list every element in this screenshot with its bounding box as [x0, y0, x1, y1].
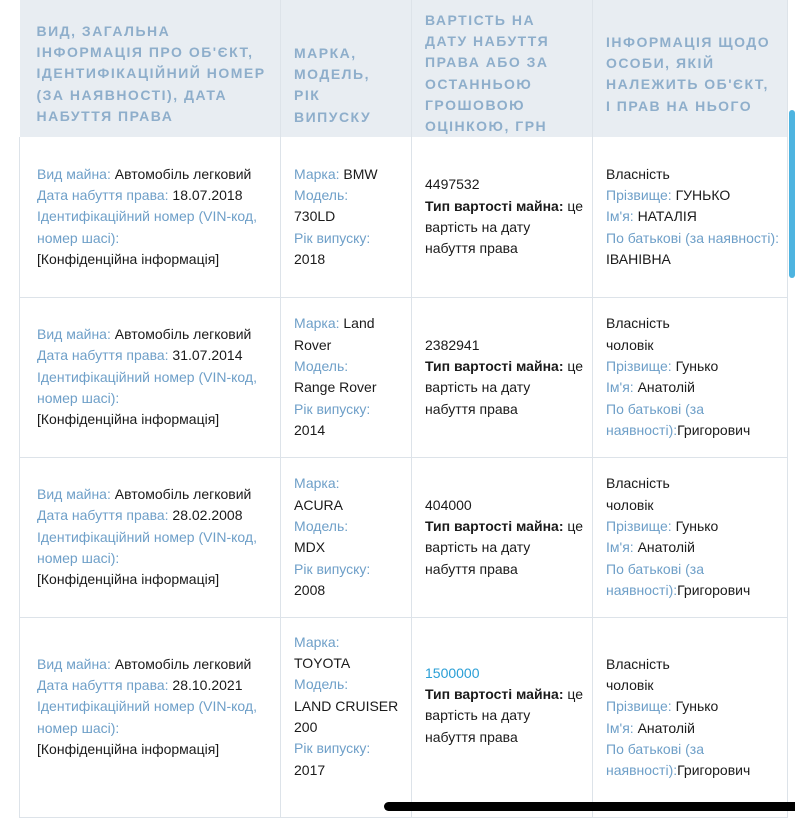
vin-value: [Конфіденційна інформація]: [37, 571, 220, 588]
patronymic-label: По батькові (за наявності):: [606, 229, 780, 246]
vin-value: [Конфіденційна інформація]: [37, 411, 220, 428]
relation-value: чоловік: [606, 677, 654, 694]
year-value: 2017: [294, 761, 326, 778]
surname-label: Прізвище:: [606, 357, 672, 374]
year-label: Рік випуску:: [294, 400, 371, 417]
make-model-cell: [281, 137, 412, 297]
acq-date-label: Дата набуття права:: [37, 677, 169, 694]
value-type-value: це вартість на дату набуття права: [425, 517, 584, 577]
kind-value: Автомобіль легковий: [114, 165, 252, 182]
acq-date-value: 18.07.2018: [172, 187, 243, 204]
value-type-label: Тип вартості майна:: [425, 357, 564, 374]
value-amount: 4497532: [425, 176, 480, 193]
year-value: 2008: [294, 581, 326, 598]
owner-cell: [593, 297, 788, 457]
acq-date-value: 28.02.2008: [172, 507, 243, 524]
acq-date-value: 28.10.2021: [172, 677, 243, 694]
name-label: Ім'я:: [606, 208, 634, 225]
patronymic-value: Григорович: [677, 762, 751, 779]
year-label: Рік випуску:: [294, 229, 371, 246]
value-amount-link[interactable]: 1500000: [425, 664, 480, 681]
object-info-cell: [20, 297, 281, 457]
make-value: Land Rover: [294, 315, 375, 353]
table-row: [20, 137, 788, 297]
make-label: Марка:: [294, 315, 340, 332]
vin-label: Ідентифікаційний номер (VIN-код, номер шасі):: [37, 368, 257, 406]
acq-date-label: Дата набуття права:: [37, 187, 169, 204]
value-type-label: Тип вартості майна:: [425, 686, 564, 703]
year-value: 2014: [294, 421, 326, 438]
kind-label: Вид майна:: [37, 485, 111, 502]
model-value: LAND CRUISER 200: [294, 697, 399, 735]
value-cell: [412, 617, 593, 817]
name-value: НАТАЛІЯ: [637, 208, 697, 225]
object-info-cell: [20, 137, 281, 297]
year-value: 2018: [294, 250, 326, 267]
value-type-value: це вартість на дату набуття права: [425, 197, 584, 257]
value-cell: [412, 457, 593, 617]
surname-value: Гунько: [675, 517, 719, 534]
patronymic-label: По батькові (за наявності):: [606, 400, 704, 438]
surname-value: ГУНЬКО: [675, 187, 731, 204]
name-value: Анатолій: [637, 379, 695, 396]
make-model-cell: [281, 297, 412, 457]
table-header-row: [20, 0, 788, 137]
kind-label: Вид майна:: [37, 165, 111, 182]
patronymic-value: Григорович: [677, 581, 751, 598]
vehicles-table: [19, 0, 788, 818]
acq-date-label: Дата набуття права:: [37, 507, 169, 524]
model-label: Модель:: [294, 357, 349, 374]
relation-value: чоловік: [606, 336, 654, 353]
value-type-label: Тип вартості майна:: [425, 197, 564, 214]
relation-value: чоловік: [606, 496, 654, 513]
kind-value: Автомобіль легковий: [114, 485, 252, 502]
make-model-cell: [281, 617, 412, 817]
vin-label: Ідентифікаційний номер (VIN-код, номер шасі):: [37, 208, 257, 246]
vin-value: [Конфіденційна інформація]: [37, 250, 220, 267]
name-label: Ім'я:: [606, 539, 634, 556]
surname-label: Прізвище:: [606, 187, 672, 204]
kind-value: Автомобіль легковий: [114, 325, 252, 342]
name-label: Ім'я:: [606, 379, 634, 396]
model-label: Модель:: [294, 676, 349, 693]
header-owner-info: ІНФОРМАЦІЯ ЩОДО ОСОБИ, ЯКІЙ НАЛЕЖИТЬ ОБ'ЄКТ, І ПРАВ НА НЬОГО: [593, 0, 788, 137]
model-value: Range Rover: [294, 379, 377, 396]
make-model-cell: [281, 457, 412, 617]
value-amount: 2382941: [425, 336, 480, 353]
make-label: Марка:: [294, 475, 340, 492]
object-info-cell: [20, 617, 281, 817]
vin-value: [Конфіденційна інформація]: [37, 740, 220, 757]
ownership-value: Власність: [606, 315, 670, 332]
patronymic-value: ІВАНІВНА: [606, 250, 671, 267]
acq-date-label: Дата набуття права:: [37, 347, 169, 364]
patronymic-value: Григорович: [677, 421, 751, 438]
patronymic-label: По батькові (за наявності):: [606, 560, 704, 598]
make-label: Марка:: [294, 633, 340, 650]
year-label: Рік випуску:: [294, 560, 371, 577]
name-value: Анатолій: [637, 539, 695, 556]
year-label: Рік випуску:: [294, 740, 371, 757]
model-label: Модель:: [294, 187, 349, 204]
header-object-info: ВИД, ЗАГАЛЬНА ІНФОРМАЦІЯ ПРО ОБ'ЄКТ, ІДЕНТИФІКАЦІЙНИЙ НОМЕР (ЗА НАЯВНОСТІ), ДАТА НАБУТТЯ ПРАВА: [20, 0, 281, 137]
surname-value: Гунько: [675, 357, 719, 374]
value-type-label: Тип вартості майна:: [425, 517, 564, 534]
header-make-model-year: МАРКА, МОДЕЛЬ, РІК ВИПУСКУ: [281, 0, 412, 137]
kind-label: Вид майна:: [37, 325, 111, 342]
name-value: Анатолій: [637, 719, 695, 736]
value-type-value: це вартість на дату набуття права: [425, 357, 584, 417]
make-value: ACURA: [294, 496, 344, 513]
value-cell: [412, 137, 593, 297]
kind-label: Вид майна:: [37, 655, 111, 672]
value-type-value: це вартість на дату набуття права: [425, 686, 584, 745]
vin-label: Ідентифікаційний номер (VIN-код, номер шасі):: [37, 698, 257, 736]
model-value: 730LD: [294, 208, 336, 225]
surname-label: Прізвище:: [606, 698, 672, 715]
patronymic-label: По батькові (за наявності):: [606, 740, 704, 779]
ownership-value: Власність: [606, 165, 670, 182]
surname-label: Прізвище:: [606, 517, 672, 534]
ownership-value: Власність: [606, 475, 670, 492]
make-label: Марка:: [294, 165, 340, 182]
value-amount: 404000: [425, 496, 472, 513]
make-value: TOYOTA: [294, 655, 351, 672]
value-cell: [412, 297, 593, 457]
horizontal-scrollbar[interactable]: [384, 802, 795, 811]
name-label: Ім'я:: [606, 719, 634, 736]
object-info-cell: [20, 457, 281, 617]
table-row: [20, 617, 788, 817]
table-row: [20, 297, 788, 457]
surname-value: Гунько: [675, 698, 719, 715]
vertical-scroll-indicator[interactable]: [789, 110, 795, 278]
owner-cell: [593, 457, 788, 617]
owner-cell: [593, 617, 788, 817]
ownership-value: Власність: [606, 655, 670, 672]
acq-date-value: 31.07.2014: [172, 347, 243, 364]
table-row: [20, 457, 788, 617]
header-value: ВАРТІСТЬ НА ДАТУ НАБУТТЯ ПРАВА АБО ЗА ОСТАННЬОЮ ГРОШОВОЮ ОЦІНКОЮ, ГРН: [412, 0, 593, 137]
owner-cell: [593, 137, 788, 297]
model-label: Модель:: [294, 517, 349, 534]
model-value: MDX: [294, 539, 326, 556]
make-value: BMW: [343, 165, 378, 182]
kind-value: Автомобіль легковий: [114, 655, 252, 672]
vin-label: Ідентифікаційний номер (VIN-код, номер шасі):: [37, 528, 257, 566]
